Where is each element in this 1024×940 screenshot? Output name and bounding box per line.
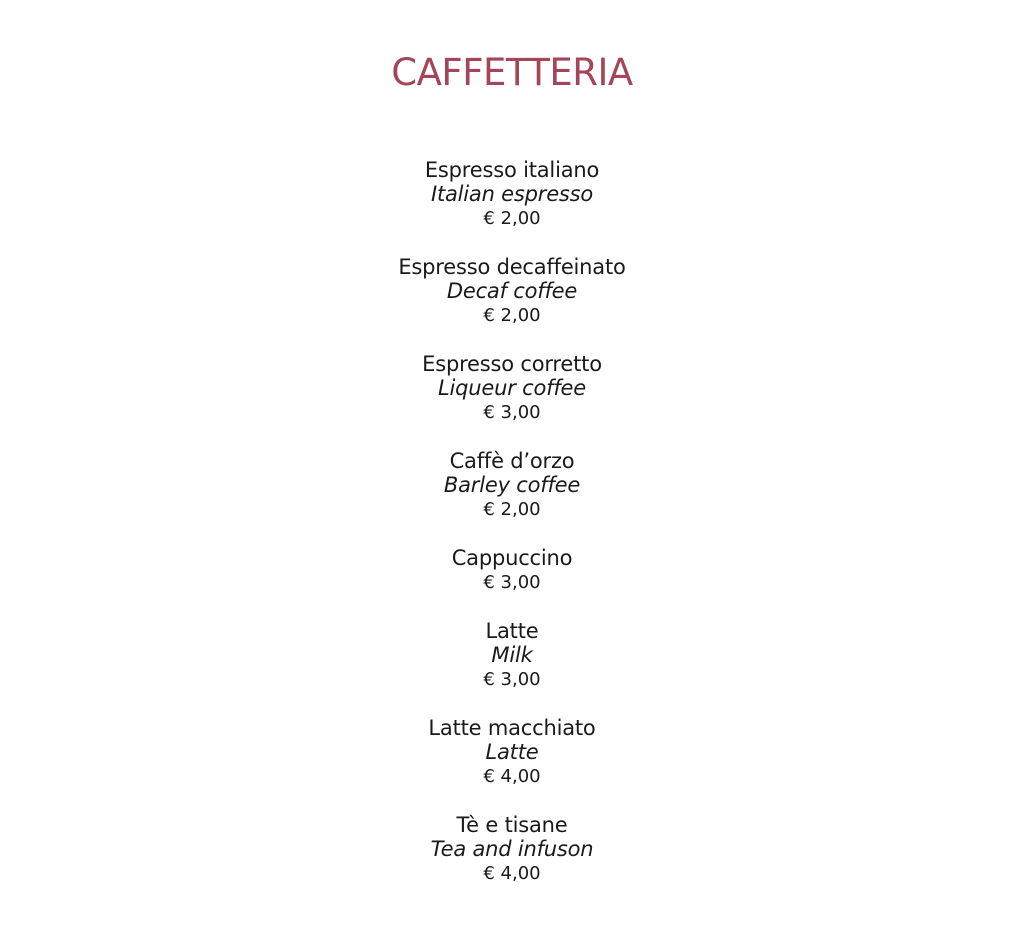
menu-item-price: € 2,00 — [483, 499, 541, 520]
menu-item-name: Espresso corretto — [422, 352, 602, 376]
menu-item-name: Cappuccino — [451, 546, 573, 570]
menu-item — [0, 716, 1024, 789]
menu-item — [0, 813, 1024, 886]
menu-item-name: Latte — [485, 619, 539, 643]
menu-items-list — [0, 158, 1024, 910]
menu-item — [0, 619, 1024, 692]
menu-item-price: € 3,00 — [483, 402, 541, 423]
menu-item-price: € 4,00 — [483, 766, 541, 787]
menu-item-name: Espresso italiano — [424, 158, 600, 182]
menu-item-price: € 3,00 — [483, 669, 541, 690]
menu-item-translation: Liqueur coffee — [438, 376, 586, 400]
menu-item-translation: Milk — [491, 643, 533, 667]
menu-item-translation: Decaf coffee — [446, 279, 578, 303]
menu-item — [0, 158, 1024, 231]
menu-item-price: € 3,00 — [483, 572, 541, 593]
menu-item — [0, 352, 1024, 425]
menu-item-translation: Tea and infuson — [430, 837, 594, 861]
menu-item — [0, 255, 1024, 328]
menu-item-name: Tè e tisane — [456, 813, 568, 837]
menu-item-translation: Latte — [485, 740, 539, 764]
menu-item-price: € 2,00 — [483, 305, 541, 326]
menu-item-name: Caffè d’orzo — [449, 449, 575, 473]
menu-item — [0, 449, 1024, 522]
menu-item-name: Latte macchiato — [428, 716, 596, 740]
page-title: CAFFETTERIA — [391, 51, 633, 94]
menu-item — [0, 546, 1024, 595]
menu-item-price: € 2,00 — [483, 208, 541, 229]
menu-item-name: Espresso decaffeinato — [398, 255, 626, 279]
menu-item-translation: Italian espresso — [430, 182, 594, 206]
menu-item-price: € 4,00 — [483, 863, 541, 884]
menu-item-translation: Barley coffee — [443, 473, 581, 497]
